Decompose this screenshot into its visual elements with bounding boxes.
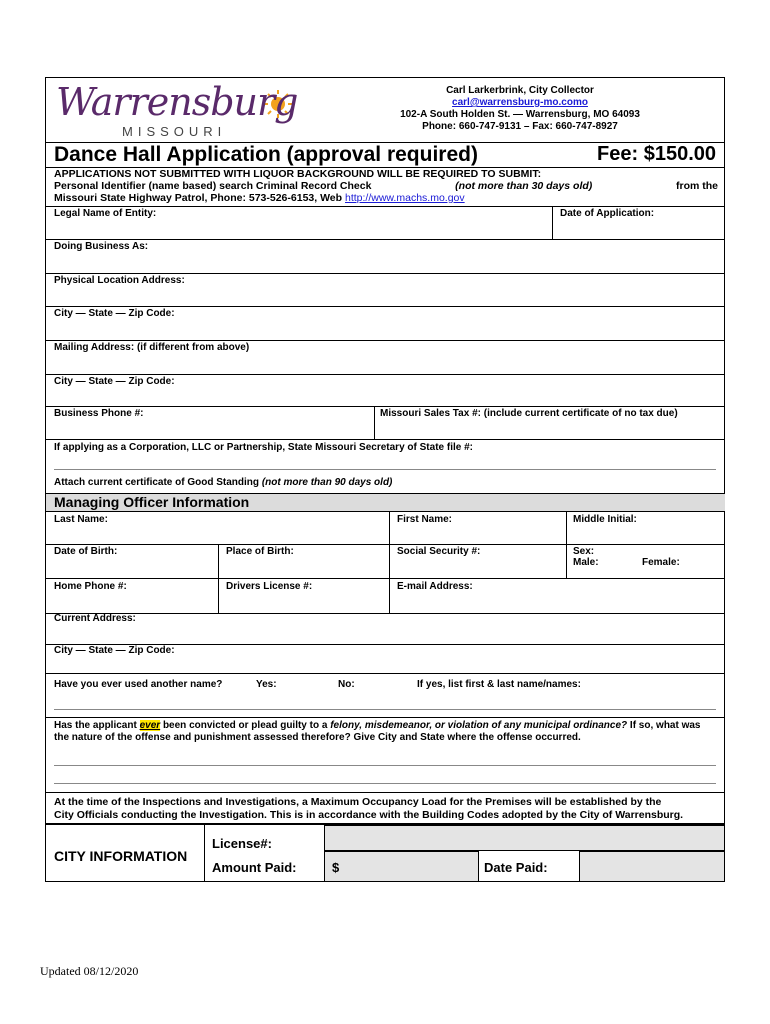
amount-paid-field[interactable]	[324, 851, 479, 882]
notice-line3	[54, 192, 465, 204]
last-name-label: Last Name:	[54, 514, 108, 525]
home-phone-label: Home Phone #:	[54, 581, 127, 592]
pob-label: Place of Birth:	[226, 546, 294, 557]
city-state-zip-label: City — State — Zip Code:	[54, 308, 175, 319]
other-name-no[interactable]: No:	[338, 679, 355, 690]
notice-line3-text: Missouri State Highway Patrol, Phone: 573-526-6153, Web	[54, 192, 343, 204]
sex-label: Sex:	[573, 546, 595, 557]
date-paid-field[interactable]	[579, 851, 725, 882]
other-name-yes[interactable]: Yes:	[256, 679, 277, 690]
notice-line2-c: from the	[676, 180, 718, 192]
email-label: E-mail Address:	[397, 581, 473, 592]
drivers-license-label: Drivers License #:	[226, 581, 313, 592]
business-phone-field[interactable]	[46, 419, 373, 438]
ssn-label: Social Security #:	[397, 546, 481, 557]
conviction-answer-line-1[interactable]	[54, 765, 716, 766]
notice-line2	[54, 180, 718, 192]
business-phone-label: Business Phone #:	[54, 408, 144, 419]
occupancy-line1: At the time of the Inspections and Investigations, a Maximum Occupancy Load for the Premises will be established by the	[54, 796, 662, 808]
occupancy-line2: City Officials conducting the Investigation. This is in accordance with the Building Codes adopted by the City of Warrensburg.	[54, 809, 684, 821]
mailing-city-state-zip-field[interactable]	[46, 387, 725, 407]
date-of-application-label: Date of Application:	[560, 208, 655, 219]
sales-tax-field[interactable]	[375, 419, 725, 438]
good-standing-text: Attach current certificate of Good Standing	[54, 477, 260, 488]
corporation-file-line[interactable]	[54, 469, 716, 470]
current-address-label: Current Address:	[54, 613, 136, 624]
city-information-label: CITY INFORMATION	[54, 848, 188, 864]
managing-officer-heading	[46, 494, 725, 511]
physical-address-field[interactable]	[46, 286, 725, 306]
notice-line1: APPLICATIONS NOT SUBMITTED WITH LIQUOR BACKGROUND WILL BE REQUIRED TO SUBMIT:	[54, 168, 542, 180]
sales-tax-label: Missouri Sales Tax #: (include current certificate of no tax due)	[380, 408, 678, 419]
notice-line2-a: Personal Identifier (name based) search Criminal Record Check	[54, 180, 372, 192]
application-form	[45, 77, 725, 882]
other-name-question: Have you ever used another name?	[54, 679, 223, 690]
conviction-question-line2: the nature of the offense and punishment assessed therefore? Give City and State where the offense occurred.	[54, 732, 581, 743]
legal-name-label: Legal Name of Entity:	[54, 208, 157, 219]
sex-female-option[interactable]: Female:	[642, 557, 680, 568]
form-title: Dance Hall Application (approval required)	[54, 143, 478, 166]
fee-label: Fee: $150.00	[597, 143, 716, 165]
conviction-b: been convicted or plead guilty to a	[162, 720, 328, 731]
dba-field[interactable]	[46, 252, 725, 272]
other-names-list-label: If yes, list first & last name/names:	[417, 679, 581, 690]
first-name-label: First Name:	[397, 514, 453, 525]
logo-subtitle: MISSOURI	[122, 124, 227, 139]
conviction-d: If so, what was	[629, 720, 701, 731]
legal-name-field[interactable]	[46, 218, 551, 238]
managing-officer-title: Managing Officer Information	[54, 494, 250, 510]
collector-phone: Phone: 660-747-9131 – Fax: 660-747-8927	[422, 121, 618, 132]
updated-date: Updated 08/12/2020	[40, 964, 139, 978]
dob-label: Date of Birth:	[54, 546, 118, 557]
collector-email-link[interactable]: carl@warrensburg-mo.como	[452, 97, 588, 108]
middle-initial-label: Middle Initial:	[573, 514, 637, 525]
physical-address-label: Physical Location Address:	[54, 275, 185, 286]
collector-name: Carl Larkerbrink, City Collector	[446, 85, 594, 96]
good-standing-note: (not more than 90 days old)	[261, 477, 393, 488]
license-number-label: License#:	[212, 836, 272, 851]
conviction-a: Has the applicant	[54, 720, 137, 731]
collector-address: 102-A South Holden St. — Warrensburg, MO 64093	[400, 109, 640, 120]
conviction-ever: ever	[139, 720, 161, 731]
conviction-question	[54, 720, 701, 731]
machs-link[interactable]: http://www.machs.mo.gov	[345, 192, 465, 204]
notice-line2-b: (not more than 30 days old)	[455, 180, 593, 192]
corporation-file-label: If applying as a Corporation, LLC or Partnership, State Missouri Secretary of State file #:	[54, 442, 473, 453]
mailing-address-field[interactable]	[46, 353, 725, 373]
amount-paid-label: Amount Paid:	[212, 860, 297, 875]
logo-wordmark: Warrensburg	[56, 80, 298, 124]
date-paid-label: Date Paid:	[484, 860, 548, 875]
current-city-state-zip-label: City — State — Zip Code:	[54, 645, 175, 656]
mailing-address-label: Mailing Address: (if different from above)	[54, 342, 250, 353]
dollar-sign: $	[332, 860, 340, 875]
mailing-city-state-zip-label: City — State — Zip Code:	[54, 376, 175, 387]
conviction-answer-line-2[interactable]	[54, 783, 716, 784]
date-of-application-field[interactable]	[553, 218, 725, 238]
other-names-line[interactable]	[54, 709, 716, 710]
city-state-zip-field[interactable]	[46, 319, 725, 339]
conviction-c: felony, misdemeanor, or violation of any municipal ordinance?	[330, 720, 628, 731]
license-number-field[interactable]	[324, 825, 725, 851]
dba-label: Doing Business As:	[54, 241, 149, 252]
sex-male-option[interactable]: Male:	[573, 557, 599, 568]
good-standing-label	[54, 477, 392, 488]
